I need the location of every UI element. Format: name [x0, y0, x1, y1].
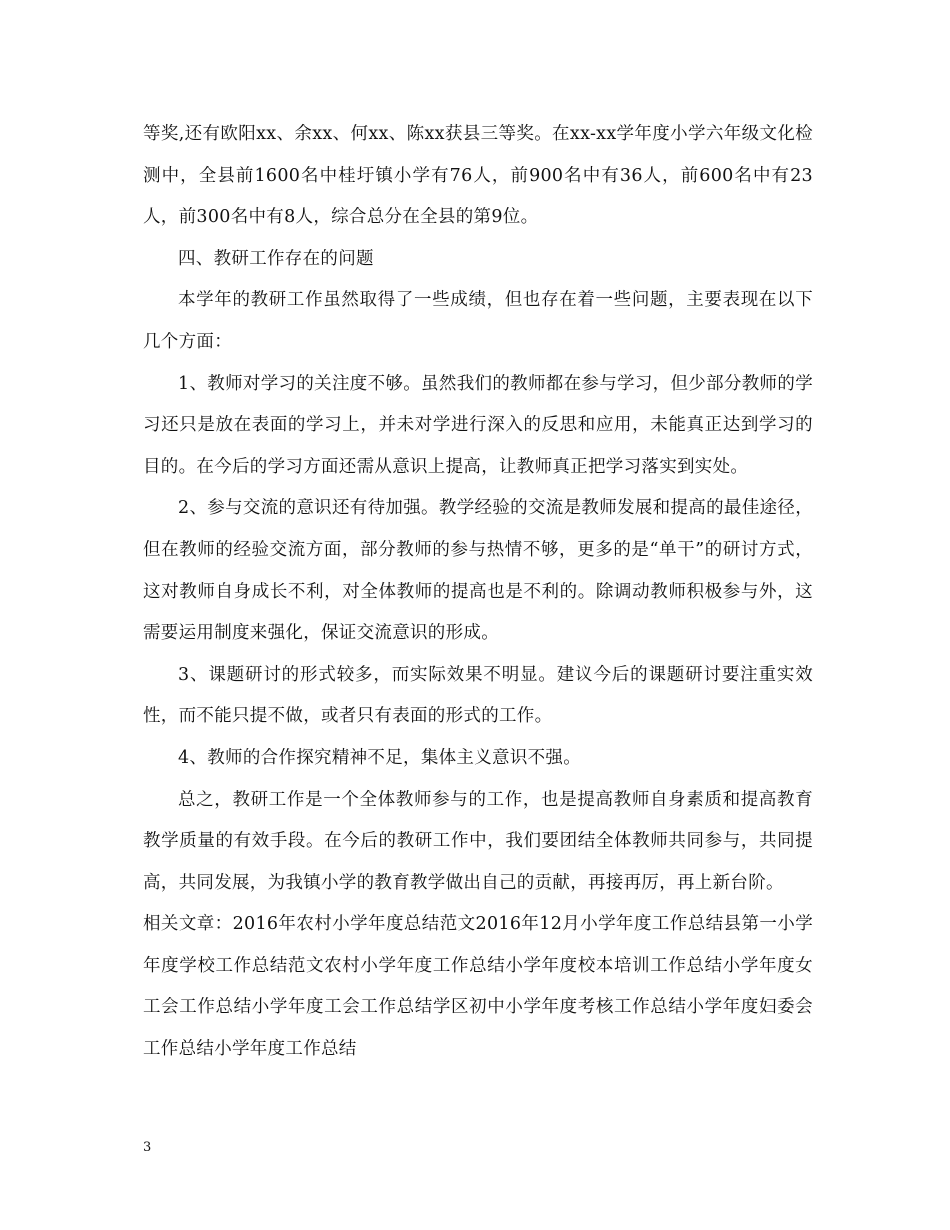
- paragraph-6: 3、课题研讨的形式较多，而实际效果不明显。建议今后的课题研讨要注重实效性，而不能只提不做，或者只有表面的形式的工作。: [143, 664, 813, 727]
- related-articles: 相关文章：2016年农村小学年度总结范文2016年12月小学年度工作总结县第一小学年度学校工作总结范文农村小学年度工作总结小学年度校本培训工作总结小学年度女工会工作总结小学年度工会工作总结学区初中小学年度考核工作总结小学年度妇委会工作总结小学年度工作总结: [143, 914, 813, 1060]
- paragraph-4: 1、教师对学习的关注度不够。虽然我们的教师都在参与学习，但少部分教师的学习还只是放在表面的学习上，并未对学进行深入的反思和应用，未能真正达到学习的目的。在今后的学习方面还需从意识上提高，让教师真正把学习落实到实处。: [143, 373, 813, 477]
- paragraph-1: 等奖,还有欧阳xx、余xx、何xx、陈xx获县三等奖。在xx-xx学年度小学六年级文化检测中，全县前1600名中桂圩镇小学有76人，前900名中有36人，前600名中有23人，前300名中有8人，综合总分在全县的第9位。: [143, 124, 813, 228]
- document-body: [143, 114, 813, 1071]
- paragraph-8: 总之，教研工作是一个全体教师参与的工作，也是提高教师自身素质和提高教育教学质量的有效手段。在今后的教研工作中，我们要团结全体教师共同参与，共同提高，共同发展，为我镇小学的教育教学做出自己的贡献，再接再厉，再上新台阶。: [143, 789, 813, 893]
- section-heading: 四、教研工作存在的问题: [178, 248, 374, 269]
- page-number: 3: [143, 1140, 152, 1155]
- paragraph-3: 本学年的教研工作虽然取得了一些成绩，但也存在着一些问题，主要表现在以下几个方面：: [143, 290, 813, 352]
- paragraph-7: 4、教师的合作探究精神不足，集体主义意识不强。: [178, 747, 582, 768]
- paragraph-5: 2、参与交流的意识还有待加强。教学经验的交流是教师发展和提高的最佳途径，但在教师的经验交流方面，部分教师的参与热情不够，更多的是“单干”的研讨方式，这对教师自身成长不利，对全体教师的提高也是不利的。除调动教师积极参与外，这需要运用制度来强化，保证交流意识的形成。: [143, 498, 813, 644]
